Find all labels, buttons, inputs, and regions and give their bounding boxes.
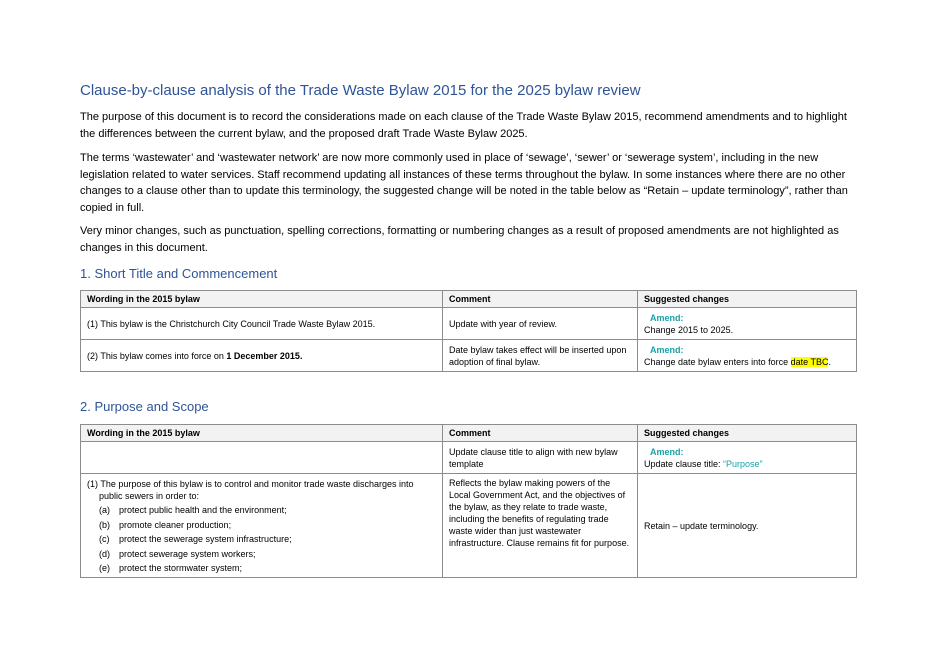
list-item: (b) promote cleaner production;: [99, 519, 232, 530]
change-suffix: .: [828, 356, 831, 367]
table-header-row: [81, 425, 857, 442]
list-item: (e) protect the stormwater system;: [99, 563, 243, 573]
amend-label: Amend:: [650, 312, 684, 323]
new-title-value: “Purpose”: [723, 458, 763, 469]
purpose-intro: (1) The purpose of this bylaw is to control and monitor trade waste discharges into: [87, 479, 414, 489]
purpose-intro-cont: public sewers in order to:: [99, 491, 200, 501]
wording-cell: (1) This bylaw is the Christchurch City Council Trade Waste Bylaw 2015.: [81, 308, 443, 340]
wording-text: (2) This bylaw comes into force on: [87, 350, 227, 361]
header-changes: Suggested changes: [638, 291, 857, 308]
changes-cell: [638, 340, 857, 372]
changes-cell: [638, 442, 857, 474]
section-2-heading: 2. Purpose and Scope: [80, 399, 209, 414]
list-item: (a) protect public health and the environment;: [99, 505, 287, 515]
section-2-table: [80, 424, 857, 578]
list-item: (d) protect sewerage system workers;: [99, 548, 256, 559]
intro-paragraph-1: The purpose of this document is to record the considerations made on each clause of the Trade Waste Bylaw 2015, recommend amendments and to highlight the differences between the current bylaw, and the proposed draft Trade Waste Bylaw 2025.: [80, 111, 847, 140]
document-title: Clause-by-clause analysis of the Trade Waste Bylaw 2015 for the 2025 bylaw review: [80, 82, 641, 99]
comment-cell: Update clause title to align with new bylaw template: [443, 442, 638, 474]
wording-cell: [81, 474, 443, 578]
amend-label: Amend:: [650, 344, 684, 355]
wording-cell: [81, 340, 443, 372]
section-1-heading: 1. Short Title and Commencement: [80, 266, 278, 281]
change-text: Change date bylaw enters into force: [644, 356, 791, 367]
header-wording: Wording in the 2015 bylaw: [81, 291, 443, 308]
purpose-list: [87, 504, 436, 574]
highlighted-date: date TBC: [790, 356, 829, 367]
intro-paragraph-2: The terms ‘wastewater’ and ‘wastewater network’ are now more commonly used in place of ‘sewage’, ‘sewer’ or ‘sewerage system’, including in the new legislation related to water services. Staff recommend updating all instances of these terms throughout the bylaw. In some instances where there are no other changes to a clause other than to update this terminology, the suggested change will be noted in the table below as “Retain – update terminology”, rather than copied in full.: [80, 152, 848, 214]
header-comment: Comment: [443, 291, 638, 308]
table-row: [81, 442, 857, 474]
table-row: [81, 340, 857, 372]
change-text: Change 2015 to 2025.: [644, 324, 734, 335]
table-row: [81, 308, 857, 340]
table-row: [81, 474, 857, 578]
wording-date: 1 December 2015.: [226, 350, 303, 361]
intro-paragraph-3: Very minor changes, such as punctuation, spelling corrections, formatting or numbering changes as a result of proposed amendments are not highlighted as changes in this document.: [80, 225, 839, 254]
changes-cell: [638, 308, 857, 340]
comment-cell: Date bylaw takes effect will be inserted upon adoption of final bylaw.: [443, 340, 638, 372]
change-text: Update clause title:: [644, 458, 724, 469]
section-1-table: [80, 290, 857, 372]
wording-cell: [81, 442, 443, 474]
header-comment: Comment: [443, 425, 638, 442]
table-header-row: [81, 291, 857, 308]
comment-cell: Reflects the bylaw making powers of the Local Government Act, and the objectives of the bylaw, as they relate to trade waste, including the benefits of regulating trade waste wider than just wastewater infrastructure. Clause remains fit for purpose.: [443, 474, 638, 578]
amend-label: Amend:: [650, 446, 684, 457]
changes-cell: Retain – update terminology.: [638, 474, 857, 578]
list-item: (c) protect the sewerage system infrastructure;: [99, 534, 292, 544]
comment-cell: Update with year of review.: [443, 308, 638, 340]
header-changes: Suggested changes: [638, 425, 857, 442]
header-wording: Wording in the 2015 bylaw: [81, 425, 443, 442]
